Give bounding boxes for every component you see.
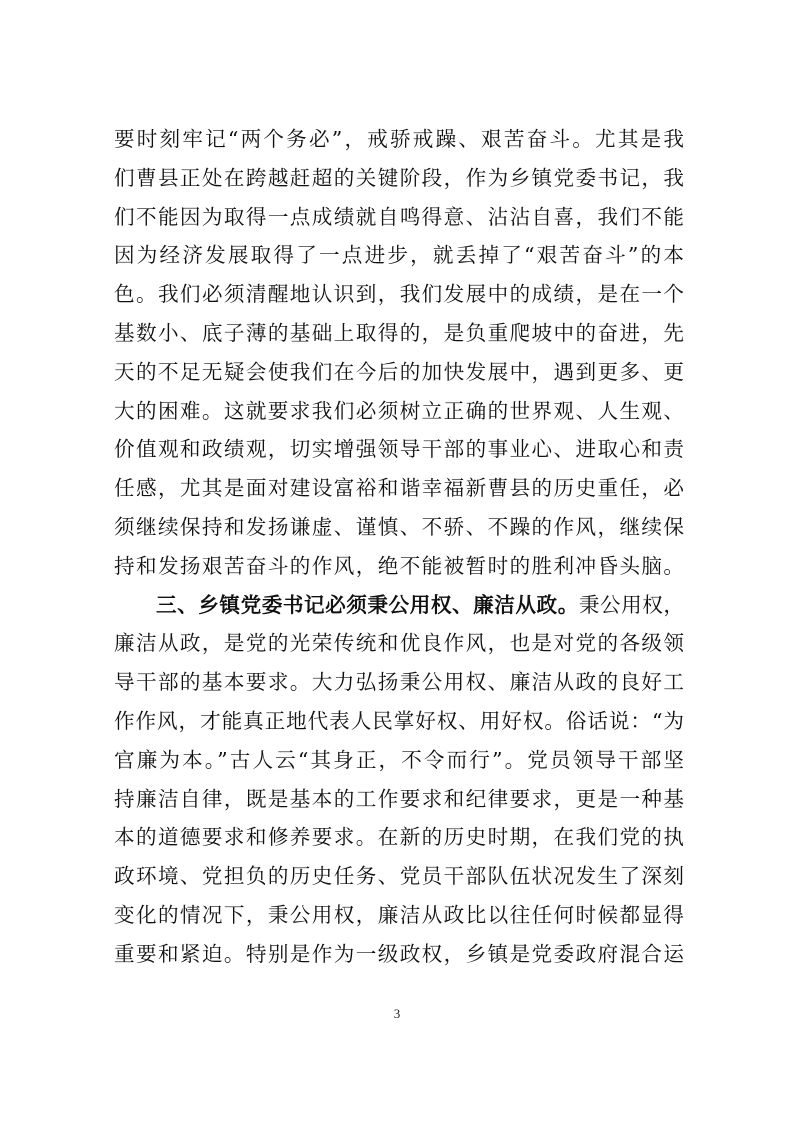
section-heading: 三、乡镇党委书记必须秉公用权、廉洁从政。 (156, 592, 579, 617)
text-line: 任感，尤其是面对建设富裕和谐幸福新曹县的历史重任，必 (114, 476, 684, 501)
page-number: 3 (393, 1006, 401, 1021)
text-line: 官廉为本。”古人云“其身正，不令而行”。党员领导干部坚 (114, 747, 684, 772)
text-line: 变化的情况下，秉公用权，廉洁从政比以往任何时候都显得 (114, 902, 684, 927)
text-line: 因为经济发展取得了一点进步，就丢掉了“艰苦奋斗”的本 (114, 243, 684, 268)
text-line: 基数小、底子薄的基础上取得的，是负重爬坡中的奋进，先 (114, 320, 684, 345)
text-line: 们不能因为取得一点成绩就自鸣得意、沾沾自喜，我们不能 (114, 204, 684, 229)
text-line: 政环境、党担负的历史任务、党员干部队伍状况发生了深刻 (114, 864, 684, 889)
text-line: 们曹县正处在跨越赶超的关键阶段，作为乡镇党委书记，我 (114, 165, 684, 190)
text-line: 持廉洁自律，既是基本的工作要求和纪律要求，更是一种基 (114, 786, 684, 811)
section-heading-line (114, 586, 684, 625)
text-line: 色。我们必须清醒地认识到，我们发展中的成绩，是在一个 (114, 282, 684, 307)
text-line: 须继续保持和发扬谦虚、谨慎、不骄、不躁的作风，继续保 (114, 514, 684, 539)
text-line: 天的不足无疑会使我们在今后的加快发展中，遇到更多、更 (114, 359, 684, 384)
body-text (114, 120, 684, 974)
text-line: 价值观和政绩观，切实增强领导干部的事业心、进取心和责 (114, 437, 684, 462)
text-line: 大的困难。这就要求我们必须树立正确的世界观、人生观、 (114, 398, 684, 423)
text-line: 导干部的基本要求。大力弘扬秉公用权、廉洁从政的良好工 (114, 670, 684, 695)
text-line: 持和发扬艰苦奋斗的作风，绝不能被暂时的胜利冲昏头脑。 (114, 553, 684, 578)
text-line: 作作风，才能真正地代表人民掌好权、用好权。俗话说：“为 (114, 708, 684, 733)
text-line: 廉洁从政，是党的光荣传统和优良作风，也是对党的各级领 (114, 631, 684, 656)
text-line: 要时刻牢记“两个务必”，戒骄戒躁、艰苦奋斗。尤其是我 (114, 127, 684, 151)
heading-line-rest: 秉公用权， (578, 592, 685, 617)
text-line: 重要和紧迫。特别是作为一级政权，乡镇是党委政府混合运 (114, 941, 684, 966)
text-line: 本的道德要求和修养要求。在新的历史时期，在我们党的执 (114, 825, 684, 850)
